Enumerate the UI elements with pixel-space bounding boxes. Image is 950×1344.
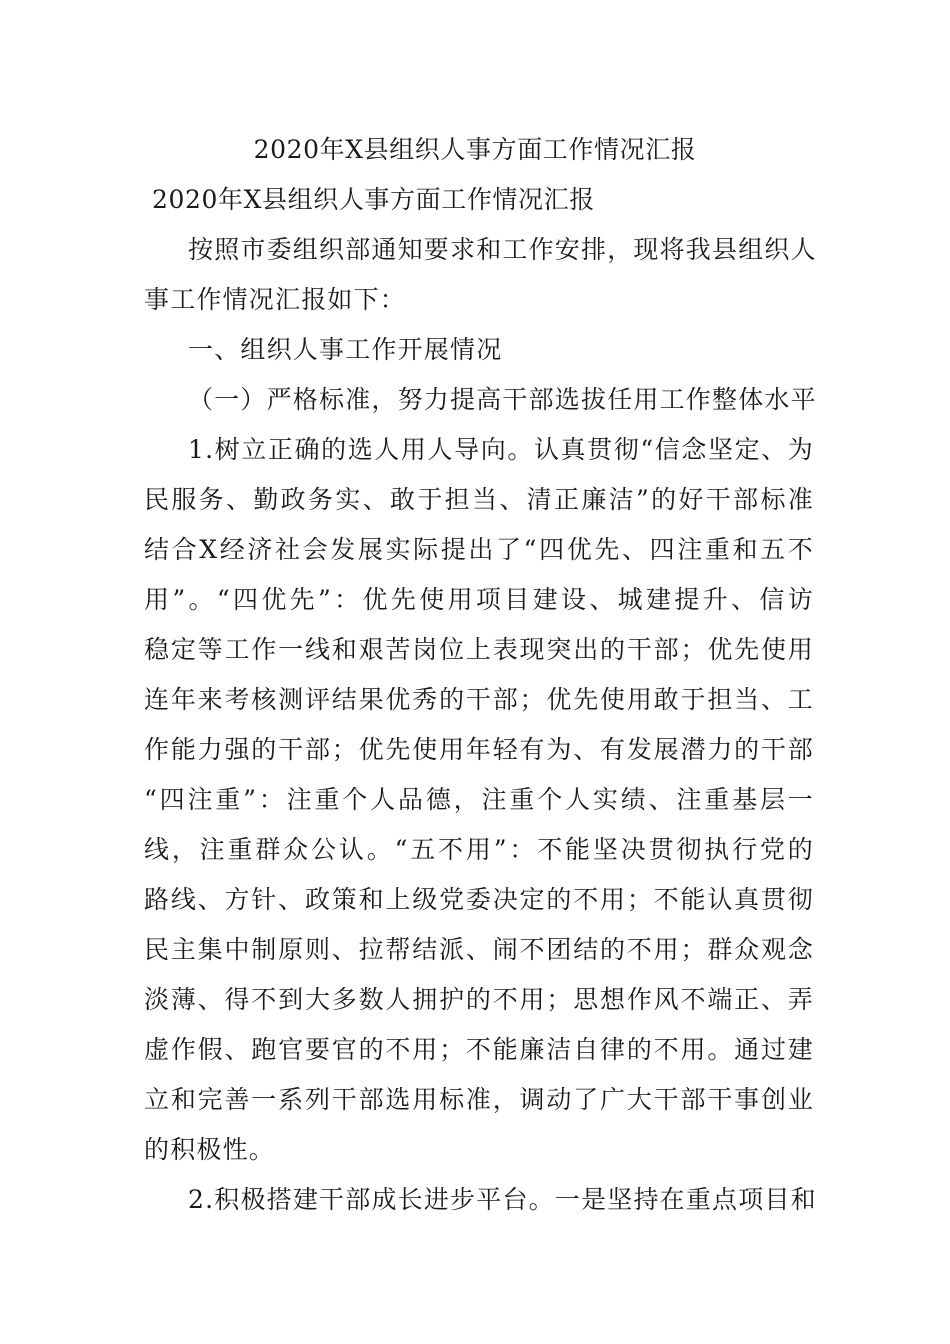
paragraph-line: 结合X经济社会发展实际提出了“四优先、四注重和五不	[144, 535, 814, 564]
section-heading: 一、组织人事工作开展情况	[188, 335, 503, 364]
paragraph-line: 1.树立正确的选人用人导向。认真贯彻“信念坚定、为	[188, 435, 814, 464]
paragraph-line: 事工作情况汇报如下：	[144, 285, 407, 314]
paragraph-line: 线，注重群众公认。“五不用”：不能坚决贯彻执行党的	[144, 835, 814, 864]
paragraph-line: 虚作假、跑官要官的不用；不能廉洁自律的不用。通过建	[144, 1035, 814, 1064]
paragraph-line: 作能力强的干部；优先使用年轻有为、有发展潜力的干部	[144, 735, 814, 764]
paragraph-line: 2.积极搭建干部成长进步平台。一是坚持在重点项目和	[188, 1185, 817, 1214]
document-title: 2020年X县组织人事方面工作情况汇报	[253, 135, 697, 164]
paragraph-line: 淡薄、得不到大多数人拥护的不用；思想作风不端正、弄	[144, 985, 814, 1014]
paragraph-line: 稳定等工作一线和艰苦岗位上表现突出的干部；优先使用	[144, 635, 814, 664]
paragraph-line: 用”。“四优先”：优先使用项目建设、城建提升、信访	[144, 585, 814, 614]
paragraph-line: 立和完善一系列干部选用标准，调动了广大干部干事创业	[144, 1085, 814, 1114]
paragraph-line: 民服务、勤政务实、敢于担当、清正廉洁”的好干部标准	[144, 485, 814, 514]
paragraph-line: 按照市委组织部通知要求和工作安排，现将我县组织人	[188, 235, 817, 264]
document-subtitle: 2020年X县组织人事方面工作情况汇报	[152, 185, 595, 214]
paragraph-line: “四注重”：注重个人品德，注重个人实绩、注重基层一	[144, 785, 814, 814]
paragraph-line: 的积极性。	[144, 1135, 276, 1164]
paragraph-line: 路线、方针、政策和上级党委决定的不用；不能认真贯彻	[144, 885, 814, 914]
paragraph-line: 连年来考核测评结果优秀的干部；优先使用敢于担当、工	[144, 685, 814, 714]
subsection-heading: （一）严格标准，努力提高干部选拔任用工作整体水平	[188, 385, 817, 414]
paragraph-line: 民主集中制原则、拉帮结派、闹不团结的不用；群众观念	[144, 935, 814, 964]
